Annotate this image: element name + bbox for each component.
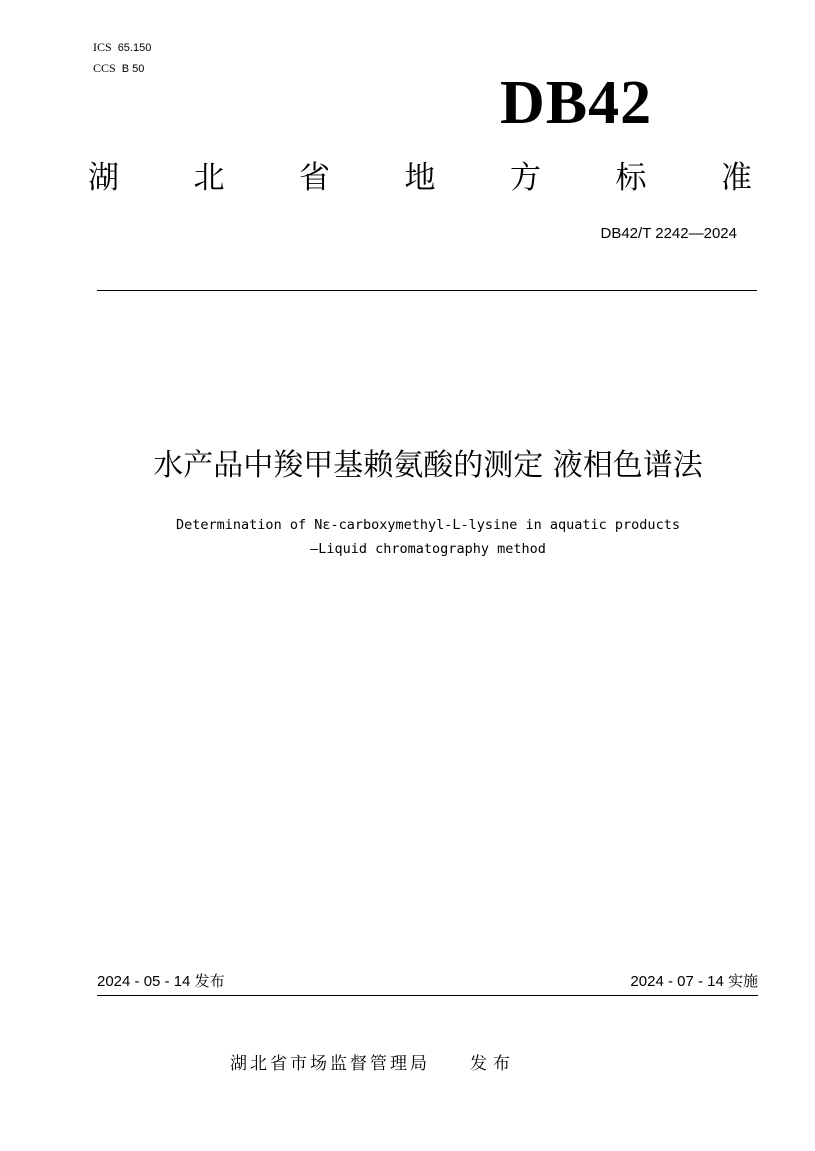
standard-type-char: 湖 <box>88 160 119 196</box>
standard-number: DB42/T 2242—2024 <box>600 225 737 242</box>
standard-type-char: 北 <box>193 160 225 196</box>
standard-type-char: 地 <box>404 160 436 196</box>
publisher-action: 发布 <box>470 1054 516 1074</box>
publisher-name: 湖北省市场监督管理局 <box>230 1054 430 1074</box>
header-divider <box>97 290 757 291</box>
ccs-code <box>93 61 144 76</box>
standard-type-title <box>88 158 752 198</box>
ics-code <box>93 40 151 55</box>
ccs-value: B 50 <box>121 63 145 75</box>
publisher-line <box>230 1052 516 1076</box>
standard-type-char: 方 <box>510 160 541 196</box>
standard-code-mark: DB42 <box>500 69 653 137</box>
ics-value: 65.150 <box>117 42 152 54</box>
ics-label: ICS <box>93 40 112 54</box>
ccs-label: CCS <box>93 61 116 75</box>
document-title-zh: 水产品中羧甲基赖氨酸的测定 液相色谱法 <box>153 448 703 483</box>
standard-type-char: 标 <box>615 160 647 196</box>
standard-type-char: 省 <box>299 160 330 196</box>
document-title-en-line1: Determination of Nε-carboxymethyl-L-lysine in aquatic products <box>176 517 680 533</box>
standard-type-char: 准 <box>721 160 752 196</box>
document-title-en-line2: —Liquid chromatography method <box>310 541 546 557</box>
issue-date: 2024 - 05 - 14 发布 <box>97 973 225 990</box>
implementation-date: 2024 - 07 - 14 实施 <box>630 973 758 990</box>
footer-divider <box>97 995 758 996</box>
